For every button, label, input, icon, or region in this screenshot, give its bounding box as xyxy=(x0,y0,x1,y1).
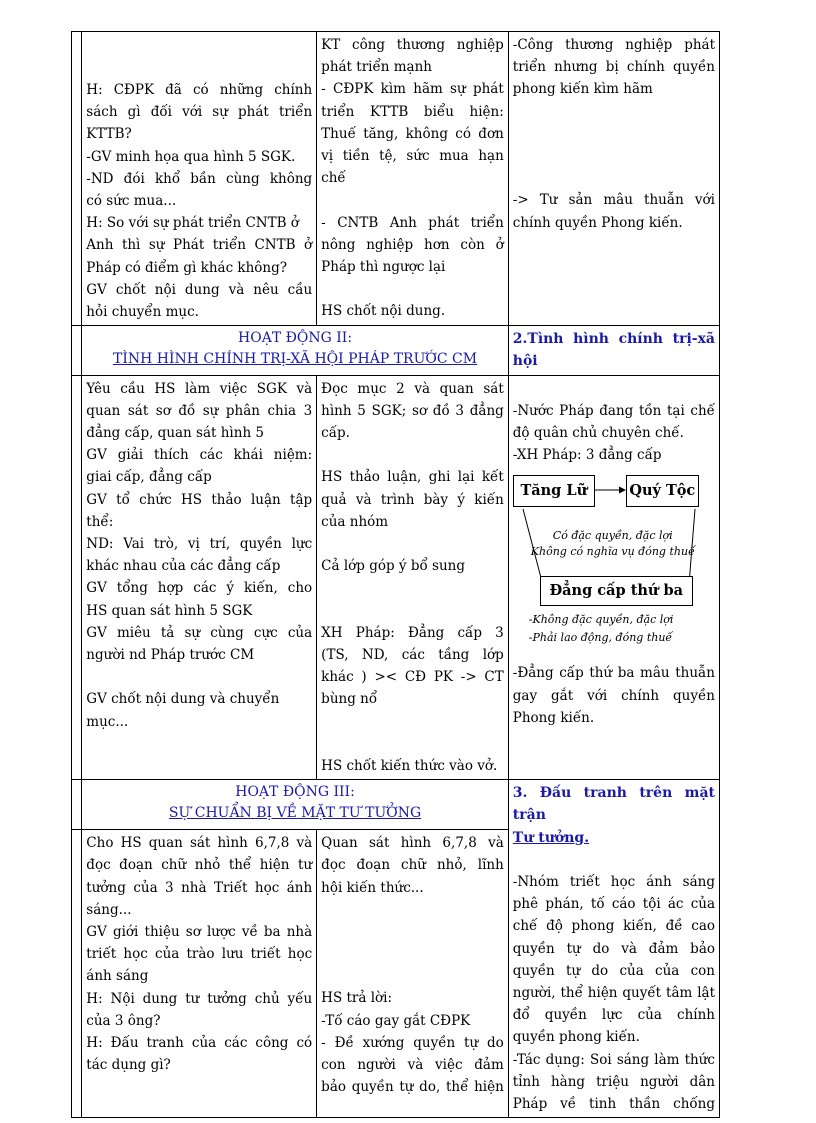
text-line: -Nước Pháp đang tồn tại chế xyxy=(512,402,715,419)
activity-title: SỰ CHUẨN BỊ VỀ MẶT TƯ TƯỞNG xyxy=(168,805,422,822)
text-line: H: CĐPK đã có những chính xyxy=(86,82,313,98)
text-line: Pháp có điểm gì khác không? xyxy=(86,259,287,276)
text-line: nông nghiệp hơn còn ở xyxy=(321,236,504,253)
note-third-2: -Phải lao động, đóng thuế xyxy=(528,631,673,645)
text-line: Quan sát hình 6,7,8 và xyxy=(321,835,504,852)
text-line xyxy=(513,145,715,167)
text-line: - Đề xướng quyền tự do xyxy=(321,1034,504,1051)
text-line: Phong kiến. xyxy=(512,709,595,726)
text-line: tưởng của 3 nhà Triết học ánh xyxy=(86,879,313,896)
text-line: triển nhưng bị chính quyền xyxy=(512,59,715,76)
text-line: của 3 ông? xyxy=(86,1012,161,1029)
section1-content-cell xyxy=(508,32,719,326)
lesson-plan-table xyxy=(71,31,720,1118)
text-line: -Công thương nghiệp phát xyxy=(512,37,715,53)
text-line xyxy=(321,943,504,965)
text-line: hình 5 SGK; sơ đồ 3 đẳng xyxy=(321,402,504,419)
content-title: 2.Tình hình chính trị-xã hội xyxy=(512,331,715,370)
text-line: phát triển mạnh xyxy=(321,59,432,76)
text-line: Yêu cầu HS làm việc SGK và xyxy=(86,380,313,397)
section1-teacher-text xyxy=(86,34,312,323)
text-line: con người và việc đảm xyxy=(321,1057,504,1074)
text-line: HS thảo luận, ghi lại kết xyxy=(321,469,504,486)
section1-row xyxy=(72,32,720,326)
text-line: HS trả lời: xyxy=(321,990,393,1007)
text-line: của nhóm xyxy=(321,513,389,530)
text-line: giai cấp, đẳng cấp xyxy=(86,469,212,486)
text-line: mục... xyxy=(86,713,129,730)
text-line xyxy=(86,666,312,688)
text-line: tỉnh hàng triệu người dân xyxy=(512,1073,715,1090)
gutter-cell xyxy=(72,830,82,1118)
text-line: -GV minh họa qua hình 5 SGK. xyxy=(86,148,296,165)
activity-title: TÌNH HÌNH CHÍNH TRỊ-XÃ HỘI PHÁP TRƯỚC CM xyxy=(112,351,478,368)
box-clergy xyxy=(513,475,595,507)
text-line: H: Đấu tranh của các công có xyxy=(86,1034,313,1051)
text-line: chính quyền Phong kiến. xyxy=(512,214,683,231)
text-line: Pháp về tinh thần chống xyxy=(512,1096,715,1113)
text-line: H: Nội dung tư tưởng chủ yếu xyxy=(86,990,313,1007)
text-line: -Tác dụng: Soi sáng làm thức xyxy=(512,1051,715,1068)
text-line: thể: xyxy=(86,513,114,530)
text-line xyxy=(321,189,504,211)
text-line: (TS, ND, các tầng lớp xyxy=(321,647,504,664)
text-line: chế xyxy=(321,170,346,187)
text-line xyxy=(321,533,504,555)
text-line: H: So với sự phát triển CNTB ở xyxy=(86,215,299,232)
text-line xyxy=(513,849,715,871)
text-line: ánh sáng xyxy=(86,968,149,985)
text-line: Cả lớp góp ý bổ sung xyxy=(321,558,465,575)
text-line: -Đẳng cấp thứ ba mâu thuẫn xyxy=(512,665,715,682)
text-line: đẳng cấp, quan sát hình 5 xyxy=(86,425,265,442)
text-line: sáng... xyxy=(86,901,132,918)
text-line: khác nhau của các đẳng cấp xyxy=(86,558,281,575)
section3-heading-row xyxy=(72,780,720,830)
text-line xyxy=(321,577,504,599)
text-line: phê phán, tố cáo tội ác của xyxy=(512,896,715,913)
text-line: HS chốt nội dung. xyxy=(321,303,446,320)
text-line xyxy=(513,378,715,400)
box-clergy-label: Tăng Lữ xyxy=(520,482,588,500)
text-line: -Tố cáo gay gắt CĐPK xyxy=(321,1012,471,1029)
section2-heading-cell xyxy=(82,326,508,375)
text-line: đổ quyền lực của chính xyxy=(512,1007,715,1024)
text-line: GV giới thiệu sơ lược về ba nhà xyxy=(86,923,313,940)
box-nobility-label: Quý Tộc xyxy=(629,482,696,500)
text-line xyxy=(513,167,715,189)
text-line: triển KTTB biểu hiện: xyxy=(321,103,504,120)
text-line: GV tổ chức HS thảo luận tập xyxy=(86,491,313,508)
text-line: -> Tư sản mâu thuẫn với xyxy=(512,192,715,209)
text-line xyxy=(513,123,715,145)
text-line: vị tiền tệ, sức mua hạn xyxy=(321,148,504,165)
gutter-cell xyxy=(72,375,82,780)
text-line xyxy=(513,101,715,123)
note-privileged-1: Có đặc quyền, đặc lợi xyxy=(552,529,673,543)
gutter-cell xyxy=(72,326,82,375)
text-line: khác ) >< CĐ PK -> CT xyxy=(321,669,504,686)
content-title: Tư tưởng. xyxy=(512,829,590,846)
text-line: cấp. xyxy=(321,425,350,442)
text-line xyxy=(321,600,504,622)
text-line: người nd Pháp trước CM xyxy=(86,647,255,664)
text-line: GV giải thích các khái niệm: xyxy=(86,447,313,464)
text-line: quyền phong kiến. xyxy=(512,1029,640,1046)
text-line: chế độ phong kiến, đề cao xyxy=(512,918,715,935)
text-line: đọc đoạn chữ nhỏ thể hiện tư xyxy=(86,857,313,874)
text-line: GV chốt nội dung và chuyển xyxy=(86,691,280,708)
section2-row xyxy=(72,375,720,780)
gutter-cell xyxy=(72,32,82,326)
text-line xyxy=(321,278,504,300)
text-line: GV chốt nội dung và nêu cầu xyxy=(86,281,313,298)
section2-content-cell xyxy=(508,375,719,780)
text-line: độ quân chủ chuyên chế. xyxy=(512,425,684,442)
text-line: quyền tự do của của con xyxy=(512,962,715,979)
text-line: bùng nổ xyxy=(321,691,378,708)
activity-label: HOẠT ĐỘNG III: xyxy=(235,784,355,801)
section2-teacher-cell xyxy=(82,375,317,780)
text-line xyxy=(321,899,504,921)
text-line: Thuế tăng, không có đơn xyxy=(321,125,504,142)
text-line: XH Pháp: Đẳng cấp 3 xyxy=(321,624,504,641)
text-line: Cho HS quan sát hình 6,7,8 và xyxy=(86,835,313,852)
text-line: hội kiến thức... xyxy=(321,879,424,896)
section1-student-cell xyxy=(317,32,509,326)
social-estates-diagram xyxy=(513,472,703,662)
text-line xyxy=(321,733,504,755)
activity-label: HOẠT ĐỘNG II: xyxy=(238,330,353,347)
box-nobility xyxy=(626,475,699,507)
text-line: bảo quyền tự do, thể hiện xyxy=(321,1079,504,1096)
section3-content-cell xyxy=(508,780,719,1118)
note-privileged-2: Không có nghĩa vụ đóng thuế xyxy=(530,545,695,559)
section3-heading-cell xyxy=(82,780,508,830)
text-line: quan sát sơ đồ sự phân chia 3 xyxy=(86,402,313,419)
section2-heading-row xyxy=(72,326,720,375)
text-line: - CĐPK kìm hãm sự phát xyxy=(321,81,504,98)
section3-heading xyxy=(86,782,503,824)
text-line: KTTB? xyxy=(86,126,132,143)
text-line: Anh thì sự Phát triển CNTB ở xyxy=(86,237,313,254)
text-line: hỏi chuyển mục. xyxy=(86,304,199,321)
text-line: sách gì đối với sự phát triển xyxy=(86,104,313,121)
text-line xyxy=(321,965,504,987)
text-line: triết học của trào lưu triết học xyxy=(86,946,313,963)
section2-student-cell xyxy=(317,375,509,780)
text-line: GV tổng hợp các ý kiến, cho xyxy=(86,580,313,597)
text-line: người, thể hiện quyết tâm lật xyxy=(512,985,715,1002)
text-line xyxy=(321,711,504,733)
section3-student-cell xyxy=(317,830,509,1118)
box-third-estate-label: Đẳng cấp thứ ba xyxy=(549,582,684,600)
text-line: -Nhóm triết học ánh sáng xyxy=(512,874,715,890)
text-line: GV miêu tả sự cùng cực của xyxy=(86,624,313,641)
text-line: đọc đoạn chữ nhỏ, lĩnh xyxy=(321,857,504,874)
text-line: Pháp thì ngược lại xyxy=(321,259,446,276)
text-line: -XH Pháp: 3 đẳng cấp xyxy=(512,447,662,464)
note-third-1: -Không đặc quyền, đặc lợi xyxy=(528,613,674,627)
box-third-estate xyxy=(540,576,693,606)
text-line: HS quan sát hình 5 SGK xyxy=(86,602,253,619)
text-line xyxy=(321,444,504,466)
section3-teacher-cell xyxy=(82,830,317,1118)
text-line xyxy=(321,921,504,943)
text-line: quả và trình bày ý kiến xyxy=(321,491,504,508)
section2-content-title-cell xyxy=(508,326,719,375)
text-line: ND: Vai trò, vị trí, quyền lực xyxy=(86,536,313,553)
text-line: - CNTB Anh phát triển xyxy=(321,214,504,231)
section2-heading xyxy=(86,328,503,370)
section1-teacher-cell xyxy=(82,32,317,326)
text-line: KT công thương nghiệp xyxy=(321,37,504,53)
text-line: có sức mua... xyxy=(86,193,177,210)
gutter-cell xyxy=(72,780,82,830)
text-line: phong kiến kìm hãm xyxy=(512,81,653,98)
text-line: quyền tự do và đảm bảo xyxy=(512,940,715,957)
content-title: 3. Đấu tranh trên mặt trận xyxy=(512,785,715,824)
text-line: tác dụng gì? xyxy=(86,1057,171,1074)
text-line: -ND đói khổ bần cùng không xyxy=(86,170,313,187)
text-line: gay gắt với chính quyền xyxy=(512,687,715,704)
text-line: Đọc mục 2 và quan sát xyxy=(321,380,504,397)
text-line: HS chốt kiến thức vào vở. xyxy=(321,758,498,774)
